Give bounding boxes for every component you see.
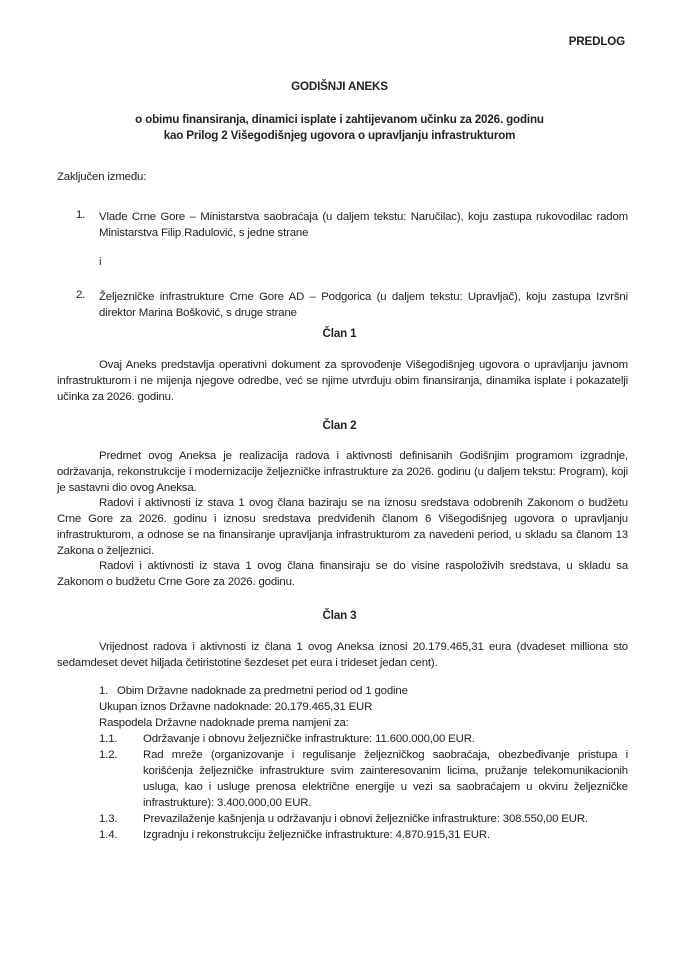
financing-total: Ukupan iznos Državne nadoknade: 20.179.465,31 EUR — [99, 701, 373, 713]
party-text: Željezničke infrastrukture Crne Gore AD – Podgorica (u daljem tekstu: Upravljač), koju zastupa Izvršni direktor Marina Bošković, s druge strane — [99, 291, 628, 319]
party-text: Vlade Crne Gore – Ministarstva saobraćaja (u daljem tekstu: Naručilac), koju zastupa rukovodilac radom Ministarstva Filip Radulović, s jedne strane — [99, 211, 628, 239]
paragraph-text: Predmet ovog Aneksa je realizacija radova i aktivnosti definisanih Godišnjim programom izgradnje, održavanja, rekonstrukcije i modernizacije željezničke infrastrukture za 2026. godinu (u daljem tekstu: Program), koji je sastavni dio ovog Aneksa. — [57, 450, 628, 494]
party-item — [76, 209, 628, 241]
article-2-heading: Član 2 — [322, 419, 357, 432]
financing-distribution-label: Raspodela Državne nadoknade prema namjeni za: — [99, 717, 349, 729]
financing-item-text: Izgradnju i rekonstrukciju željezničke infrastrukture: 4.870.915,31 EUR. — [143, 829, 490, 841]
article-1-heading: Član 1 — [322, 327, 357, 340]
financing-number: 1. — [99, 685, 109, 697]
party-item — [76, 289, 628, 321]
financing-item — [99, 731, 628, 747]
article-2-paragraph-2 — [57, 495, 628, 559]
financing-item-number: 1.2. — [99, 749, 118, 761]
party-number: 1. — [76, 209, 86, 221]
document-status-label: PREDLOG — [568, 35, 625, 48]
financing-item-number: 1.4. — [99, 829, 118, 841]
financing-item — [99, 747, 628, 811]
article-1-paragraph — [57, 357, 628, 405]
financing-item — [99, 811, 628, 827]
paragraph-text: Vrijednost radova i aktivnosti iz člana 1 ovog Aneksa iznosi 20.179.465,31 eura (dvadeset milliona sto sedamdeset devet hiljada četiristotine šezdeset pet eura i trideset jedan cent). — [57, 641, 628, 669]
subtitle-line-2: kao Prilog 2 Višegodišnjeg ugovora o upravljanju infrastrukturom — [163, 129, 516, 142]
financing-item-number: 1.3. — [99, 813, 118, 825]
document-title: GODIŠNJI ANEKS — [291, 80, 388, 93]
paragraph-text: Radovi i aktivnosti iz stava 1 ovog člana baziraju se na iznosu sredstava odobrenih Zakonom o budžetu Crne Gore za 2026. godinu i iznosu sredstava predviđenih članom 6 Višegodišnjeg ugovora o upravljanju infrastrukturom, a odnose se na finansiranje upravljanja infrastrukturom za navedeni period, u skladu sa članom 13 Zakona o željeznici. — [57, 497, 628, 557]
article-2-paragraph-1 — [57, 448, 628, 496]
paragraph-text: Ovaj Aneks predstavlja operativni dokument za sprovođenje Višegodišnjeg ugovora o upravljanju javnom infrastrukturom i ne mijenja njegove odredbe, već se njime utvrđuju obim finansiranja, dinamika isplate i pokazatelji učinka za 2026. godinu. — [57, 359, 628, 403]
financing-heading-text: Obim Državne nadoknade za predmetni period od 1 godine — [117, 685, 408, 697]
financing-item-text: Održavanje i obnovu željezničke infrastrukture: 11.600.000,00 EUR. — [143, 733, 475, 745]
article-2-paragraph-3 — [57, 558, 628, 590]
article-3-paragraph — [57, 639, 628, 671]
document-subtitle — [0, 112, 679, 144]
paragraph-text: Radovi i aktivnosti iz stava 1 ovog člana finansiraju se do visine raspoloživih sredstava, u skladu sa Zakonom o budžetu Crne Gore za 2026. godinu. — [57, 560, 628, 588]
financing-item-text: Rad mreže (organizovanje i regulisanje željezničkog saobraćaja, obezbeđivanje pristupa i korišćenja željezničke infrastrukture svim zainteresovanim licima, pružanje telekomunikacionih usluga, kao i usluge prenosa električne energije u vezi sa saobraćajem u okviru željezničke infrastrukture): 3.400.000,00 EUR. — [143, 749, 628, 809]
financing-item — [99, 827, 628, 843]
financing-section — [99, 683, 628, 843]
party-connector: i — [99, 256, 102, 268]
financing-heading — [99, 683, 628, 699]
financing-item-text: Prevazilaženje kašnjenja u održavanju i obnovi željezničke infrastrukture: 308.550,00 EUR. — [143, 813, 588, 825]
party-number: 2. — [76, 289, 86, 301]
article-3-heading: Član 3 — [322, 609, 357, 622]
financing-item-number: 1.1. — [99, 733, 118, 745]
subtitle-line-1: o obimu finansiranja, dinamici isplate i zahtijevanom učinku za 2026. godinu — [135, 113, 544, 126]
intro-text: Zaključen između: — [57, 171, 147, 183]
